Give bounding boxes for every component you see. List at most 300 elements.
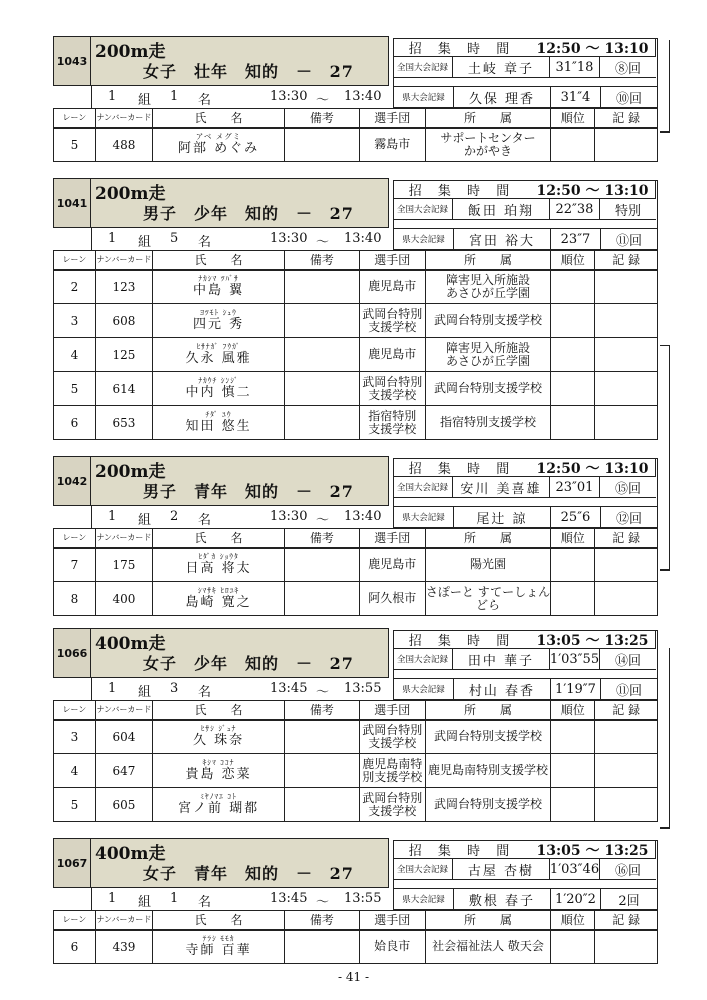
entrant-count: 5 <box>170 231 179 246</box>
team: 武岡台特別 支援学校 <box>359 304 425 338</box>
team: 鹿児島市 <box>359 548 425 582</box>
entrant-count: 3 <box>170 681 179 696</box>
pref-record-label: 県大会記録 <box>394 229 454 249</box>
connector-line <box>660 345 670 346</box>
note-cell <box>285 548 360 582</box>
rank-cell <box>551 754 595 788</box>
team: 姶良市 <box>359 930 425 964</box>
call-label: 招 集 時 間 <box>408 184 516 199</box>
pref-record-time: 23″7 <box>550 229 600 249</box>
pref-record-time: 31″4 <box>550 87 600 107</box>
national-record-holder: 土岐 章子 <box>467 61 535 77</box>
lane: 7 <box>54 548 96 582</box>
table-row <box>54 754 658 788</box>
call-label: 招 集 時 間 <box>408 462 516 477</box>
event-code: 1041 <box>53 178 91 228</box>
pref-record-row <box>393 506 658 528</box>
connector-bracket <box>660 345 670 570</box>
page-number: - 41 - <box>337 970 369 984</box>
pref-record-row <box>393 86 658 108</box>
number-header: ナンバーカード <box>95 911 152 930</box>
athlete-kana: ﾃﾗｼ ﾓﾓｶ <box>202 934 235 944</box>
table-row <box>54 338 658 372</box>
athlete-cell <box>153 270 285 304</box>
athlete-cell <box>153 720 285 754</box>
pref-record-label: 県大会記録 <box>394 889 454 909</box>
number-card: 400 <box>95 582 152 616</box>
lane-header: レーン <box>54 911 96 930</box>
rank-header: 順位 <box>551 109 595 128</box>
affiliation: 障害児入所施設 あさひが丘学園 <box>425 270 550 304</box>
affiliation: 指宿特別支援学校 <box>425 406 550 440</box>
number-card: 123 <box>95 270 152 304</box>
group-label: 組 <box>138 895 152 910</box>
team: 鹿児島市 <box>359 338 425 372</box>
call-time: 13:05 ～ 13:25 <box>536 842 649 859</box>
entries-table <box>53 108 658 162</box>
athlete-kana: ﾋｻｼ ｼﾞｭﾅ <box>200 724 237 734</box>
national-record-time: 1′03″55 <box>549 649 599 669</box>
table-row <box>54 720 658 754</box>
pref-record-label: 県大会記録 <box>394 679 454 699</box>
note-header: 備考 <box>285 911 360 930</box>
pref-record-row <box>393 888 658 910</box>
connector-bracket <box>660 40 670 132</box>
number-header: ナンバーカード <box>95 109 152 128</box>
note-cell <box>285 930 360 964</box>
group-row <box>91 86 389 108</box>
table-header <box>54 251 658 270</box>
record-cell <box>595 754 658 788</box>
national-record-edition: ⑮回 <box>599 477 656 497</box>
call-time-row <box>393 840 656 859</box>
entrant-count: 1 <box>170 891 179 906</box>
note-header: 備考 <box>285 529 360 548</box>
entries-table <box>53 528 658 616</box>
rank-cell <box>551 270 595 304</box>
athlete-cell <box>153 406 285 440</box>
group-label: 組 <box>138 685 152 700</box>
athlete-name: 宮ノ前 瑚都 <box>177 801 260 816</box>
event-category: 女子 少年 知的 － 27 <box>143 654 354 673</box>
table-row <box>54 128 658 162</box>
affiliation-header: 所 属 <box>425 911 550 930</box>
call-time: 13:05 ～ 13:25 <box>536 632 649 649</box>
entries-table <box>53 910 658 964</box>
event-block <box>53 36 658 158</box>
athlete-kana: ﾖﾂﾓﾄ ｼｭｳ <box>200 308 237 317</box>
national-record-label: 全国大会記録 <box>393 57 453 77</box>
end-time: 13:55 <box>344 681 382 696</box>
note-cell <box>285 406 360 440</box>
end-time: 13:40 <box>344 231 382 246</box>
national-record-row <box>393 199 656 220</box>
national-record-row <box>393 57 656 78</box>
national-record-time: 23″01 <box>549 477 599 497</box>
athlete-cell <box>153 548 285 582</box>
rank-cell <box>551 338 595 372</box>
pref-record-row <box>393 228 658 250</box>
national-record-label: 全国大会記録 <box>393 199 453 219</box>
connector-line <box>660 828 670 829</box>
athlete-name: 知田 悠生 <box>185 419 252 434</box>
affiliation: さぽーと すてーしょん どら <box>425 582 550 616</box>
time-tilde: ～ <box>316 685 330 700</box>
athlete-kana: ﾋｻﾅｶﾞ ﾌｳｶﾞ <box>196 342 241 351</box>
lane: 6 <box>54 406 96 440</box>
national-record-time: 22″38 <box>549 199 599 219</box>
athlete-cell <box>153 930 285 964</box>
event-title-box <box>91 36 389 86</box>
note-header: 備考 <box>285 251 360 270</box>
pref-record-edition: ⑫回 <box>600 507 657 527</box>
lane: 8 <box>54 582 96 616</box>
athlete-kana: アベ メグミ <box>195 132 242 142</box>
record-cell <box>595 582 658 616</box>
note-header: 備考 <box>285 701 360 720</box>
national-record-holder: 安川 美喜雄 <box>460 481 542 497</box>
count-label: 名 <box>198 513 212 528</box>
event-title-box <box>91 838 389 888</box>
records-box <box>389 456 658 506</box>
affiliation-header: 所 属 <box>425 529 550 548</box>
national-record-edition: ⑯回 <box>599 859 656 879</box>
event-code: 1043 <box>53 36 91 86</box>
record-cell <box>595 270 658 304</box>
athlete-cell <box>153 128 285 162</box>
record-cell <box>595 304 658 338</box>
rank-cell <box>551 582 595 616</box>
number-card: 604 <box>95 720 152 754</box>
record-header: 記 録 <box>595 251 658 270</box>
time-tilde: ～ <box>316 895 330 910</box>
number-header: ナンバーカード <box>95 529 152 548</box>
table-header <box>54 701 658 720</box>
pref-record-holder: 敷根 春子 <box>468 893 536 909</box>
group-label: 組 <box>138 93 152 108</box>
group-row <box>91 506 389 528</box>
table-row <box>54 788 658 822</box>
athlete-cell <box>153 338 285 372</box>
table-header <box>54 529 658 548</box>
national-record-label: 全国大会記録 <box>393 477 453 497</box>
team-header: 選手団 <box>359 529 425 548</box>
record-cell <box>595 788 658 822</box>
record-cell <box>595 548 658 582</box>
team: 武岡台特別 支援学校 <box>359 372 425 406</box>
event-block <box>53 838 658 959</box>
lane: 4 <box>54 338 96 372</box>
national-record-holder: 古屋 杏樹 <box>467 863 535 879</box>
start-time: 13:45 <box>270 681 308 696</box>
affiliation: 社会福祉法人 敬天会 <box>425 930 550 964</box>
group-row <box>91 678 389 700</box>
start-time: 13:30 <box>270 509 308 524</box>
affiliation: 武岡台特別支援学校 <box>425 720 550 754</box>
team-header: 選手団 <box>359 109 425 128</box>
lane: 3 <box>54 720 96 754</box>
call-label: 招 集 時 間 <box>408 844 516 859</box>
note-cell <box>285 788 360 822</box>
athlete-kana: ｷｼﾏ ｺｺﾅ <box>202 758 235 767</box>
event-title-box <box>91 628 389 678</box>
note-cell <box>285 372 360 406</box>
group-number: 1 <box>108 89 117 104</box>
record-cell <box>595 406 658 440</box>
athlete-name: 寺師 百華 <box>185 943 252 959</box>
table-row <box>54 372 658 406</box>
table-row <box>54 930 658 964</box>
team-header: 選手団 <box>359 251 425 270</box>
call-label: 招 集 時 間 <box>408 42 516 57</box>
athlete-kana: ﾋﾀﾞｶ ｼｮｳﾀ <box>198 552 239 562</box>
affiliation: 武岡台特別支援学校 <box>425 788 550 822</box>
team-header: 選手団 <box>359 701 425 720</box>
affiliation: 鹿児島南特別支援学校 <box>425 754 550 788</box>
start-time: 13:30 <box>270 89 308 104</box>
rank-header: 順位 <box>551 701 595 720</box>
table-row <box>54 270 658 304</box>
entrant-count: 2 <box>170 509 179 524</box>
event-name: 200m走 <box>95 42 166 62</box>
pref-record-edition: ⑪回 <box>600 679 657 699</box>
national-record-edition: ⑧回 <box>599 57 656 77</box>
rank-cell <box>551 548 595 582</box>
national-record-time: 1′03″46 <box>549 859 599 879</box>
connector-bracket <box>660 648 670 828</box>
national-record-time: 31″18 <box>549 57 599 77</box>
records-box <box>389 36 658 86</box>
pref-record-time: 1′20″2 <box>550 889 600 909</box>
lane-header: レーン <box>54 529 96 548</box>
call-time: 12:50 ～ 13:10 <box>536 182 649 199</box>
team: 阿久根市 <box>359 582 425 616</box>
affiliation: 武岡台特別支援学校 <box>425 304 550 338</box>
affiliation: 障害児入所施設 あさひが丘学園 <box>425 338 550 372</box>
call-time-row <box>393 458 656 477</box>
athlete-cell <box>153 754 285 788</box>
group-number: 1 <box>108 681 117 696</box>
number-card: 605 <box>95 788 152 822</box>
call-time-row <box>393 38 656 57</box>
table-header <box>54 911 658 930</box>
number-card: 608 <box>95 304 152 338</box>
group-label: 組 <box>138 235 152 250</box>
record-cell <box>595 720 658 754</box>
event-name: 200m走 <box>95 462 166 482</box>
pref-record-label: 県大会記録 <box>394 507 454 527</box>
event-title-box <box>91 178 389 228</box>
name-header: 氏 名 <box>153 109 285 128</box>
name-header: 氏 名 <box>153 911 285 930</box>
pref-record-row <box>393 678 658 700</box>
national-record-holder: 田中 華子 <box>467 653 535 669</box>
number-card: 125 <box>95 338 152 372</box>
athlete-name: 阿部 めぐみ <box>177 141 260 157</box>
record-header: 記 録 <box>595 109 658 128</box>
athlete-cell <box>153 372 285 406</box>
pref-record-holder: 村山 春香 <box>468 683 536 699</box>
event-block <box>53 178 658 436</box>
lane-header: レーン <box>54 701 96 720</box>
count-label: 名 <box>198 685 212 700</box>
lane: 3 <box>54 304 96 338</box>
end-time: 13:40 <box>344 89 382 104</box>
athlete-kana: ﾁﾀﾞ ﾕｳ <box>205 410 232 419</box>
record-cell <box>595 372 658 406</box>
group-number: 1 <box>108 231 117 246</box>
records-box <box>389 838 658 888</box>
lane-header: レーン <box>54 251 96 270</box>
group-number: 1 <box>108 509 117 524</box>
team: 霧島市 <box>359 128 425 162</box>
athlete-name: 中島 翼 <box>192 283 245 299</box>
number-card: 614 <box>95 372 152 406</box>
pref-record-time: 25″6 <box>550 507 600 527</box>
lane: 4 <box>54 754 96 788</box>
count-label: 名 <box>198 235 212 250</box>
name-header: 氏 名 <box>153 251 285 270</box>
call-time: 12:50 ～ 13:10 <box>536 460 649 477</box>
end-time: 13:40 <box>344 509 382 524</box>
call-time: 12:50 ～ 13:10 <box>536 40 649 57</box>
number-card: 647 <box>95 754 152 788</box>
national-record-label: 全国大会記録 <box>393 859 453 879</box>
athlete-cell <box>153 788 285 822</box>
national-record-row <box>393 859 656 880</box>
note-cell <box>285 720 360 754</box>
event-category: 女子 青年 知的 － 27 <box>143 864 354 883</box>
rank-header: 順位 <box>551 251 595 270</box>
group-row <box>91 228 389 250</box>
start-time: 13:45 <box>270 891 308 906</box>
note-cell <box>285 754 360 788</box>
athlete-name: 日高 将太 <box>185 561 252 577</box>
record-cell <box>595 338 658 372</box>
athlete-cell <box>153 582 285 616</box>
table-row <box>54 406 658 440</box>
note-cell <box>285 338 360 372</box>
event-category: 男子 青年 知的 － 27 <box>143 482 354 501</box>
athlete-kana: ﾐﾔﾉﾏｴ ｺﾄ <box>200 792 237 801</box>
call-label: 招 集 時 間 <box>408 634 516 649</box>
records-box <box>389 178 658 228</box>
entrant-count: 1 <box>170 89 179 104</box>
affiliation: 武岡台特別支援学校 <box>425 372 550 406</box>
pref-record-edition: ⑩回 <box>600 87 657 107</box>
pref-record-holder: 久保 理香 <box>468 91 536 107</box>
number-card: 439 <box>95 930 152 964</box>
athlete-cell <box>153 304 285 338</box>
number-card: 488 <box>95 128 152 162</box>
pref-record-edition: 2回 <box>600 889 657 909</box>
rank-cell <box>551 406 595 440</box>
note-cell <box>285 270 360 304</box>
athlete-name: 中内 慎二 <box>185 385 252 400</box>
count-label: 名 <box>198 895 212 910</box>
national-record-edition: ⑭回 <box>599 649 656 669</box>
event-code: 1067 <box>53 838 91 888</box>
team: 鹿児島市 <box>359 270 425 304</box>
entries-table <box>53 700 658 822</box>
athlete-name: 久 珠奈 <box>192 733 245 749</box>
lane: 2 <box>54 270 96 304</box>
time-tilde: ～ <box>316 235 330 250</box>
event-title-box <box>91 456 389 506</box>
record-header: 記 録 <box>595 529 658 548</box>
rank-cell <box>551 304 595 338</box>
pref-record-time: 1′19″7 <box>550 679 600 699</box>
affiliation: サポートセンター かがやき <box>425 128 550 162</box>
number-card: 175 <box>95 548 152 582</box>
event-code: 1042 <box>53 456 91 506</box>
pref-record-holder: 宮田 裕大 <box>468 233 536 249</box>
affiliation-header: 所 属 <box>425 251 550 270</box>
table-row <box>54 548 658 582</box>
rank-header: 順位 <box>551 911 595 930</box>
time-tilde: ～ <box>316 513 330 528</box>
note-cell <box>285 304 360 338</box>
pref-record-holder: 尾辻 諒 <box>476 511 528 527</box>
number-header: ナンバーカード <box>95 251 152 270</box>
team-header: 選手団 <box>359 911 425 930</box>
team: 武岡台特別 支援学校 <box>359 720 425 754</box>
end-time: 13:55 <box>344 891 382 906</box>
note-cell <box>285 582 360 616</box>
call-time-row <box>393 180 656 199</box>
number-header: ナンバーカード <box>95 701 152 720</box>
rank-cell <box>551 788 595 822</box>
start-time: 13:30 <box>270 231 308 246</box>
athlete-kana: ｼﾏｻｷ ﾋﾛﾕｷ <box>197 586 240 595</box>
national-record-edition: 特別 <box>599 199 656 219</box>
call-time-row <box>393 630 656 649</box>
team: 指宿特別 支援学校 <box>359 406 425 440</box>
rank-cell <box>551 930 595 964</box>
table-row <box>54 582 658 616</box>
table-header <box>54 109 658 128</box>
event-name: 200m走 <box>95 184 166 204</box>
lane-header: レーン <box>54 109 96 128</box>
group-row <box>91 888 389 910</box>
team: 武岡台特別 支援学校 <box>359 788 425 822</box>
event-block <box>53 456 658 612</box>
pref-record-label: 県大会記録 <box>394 87 454 107</box>
record-cell <box>595 128 658 162</box>
national-record-label: 全国大会記録 <box>393 649 453 669</box>
lane: 5 <box>54 372 96 406</box>
group-number: 1 <box>108 891 117 906</box>
rank-cell <box>551 128 595 162</box>
record-header: 記 録 <box>595 701 658 720</box>
number-card: 653 <box>95 406 152 440</box>
event-block <box>53 628 658 818</box>
rank-header: 順位 <box>551 529 595 548</box>
name-header: 氏 名 <box>153 701 285 720</box>
affiliation-header: 所 属 <box>425 109 550 128</box>
group-label: 組 <box>138 513 152 528</box>
entries-table <box>53 250 658 440</box>
records-box <box>389 628 658 678</box>
athlete-name: 久永 風雅 <box>185 351 252 366</box>
athlete-kana: ﾅｶｳﾁ ｼﾝｼﾞ <box>198 376 239 385</box>
event-category: 男子 少年 知的 － 27 <box>143 204 354 223</box>
note-cell <box>285 128 360 162</box>
connector-line <box>660 132 670 133</box>
record-header: 記 録 <box>595 911 658 930</box>
count-label: 名 <box>198 93 212 108</box>
lane: 5 <box>54 128 96 162</box>
